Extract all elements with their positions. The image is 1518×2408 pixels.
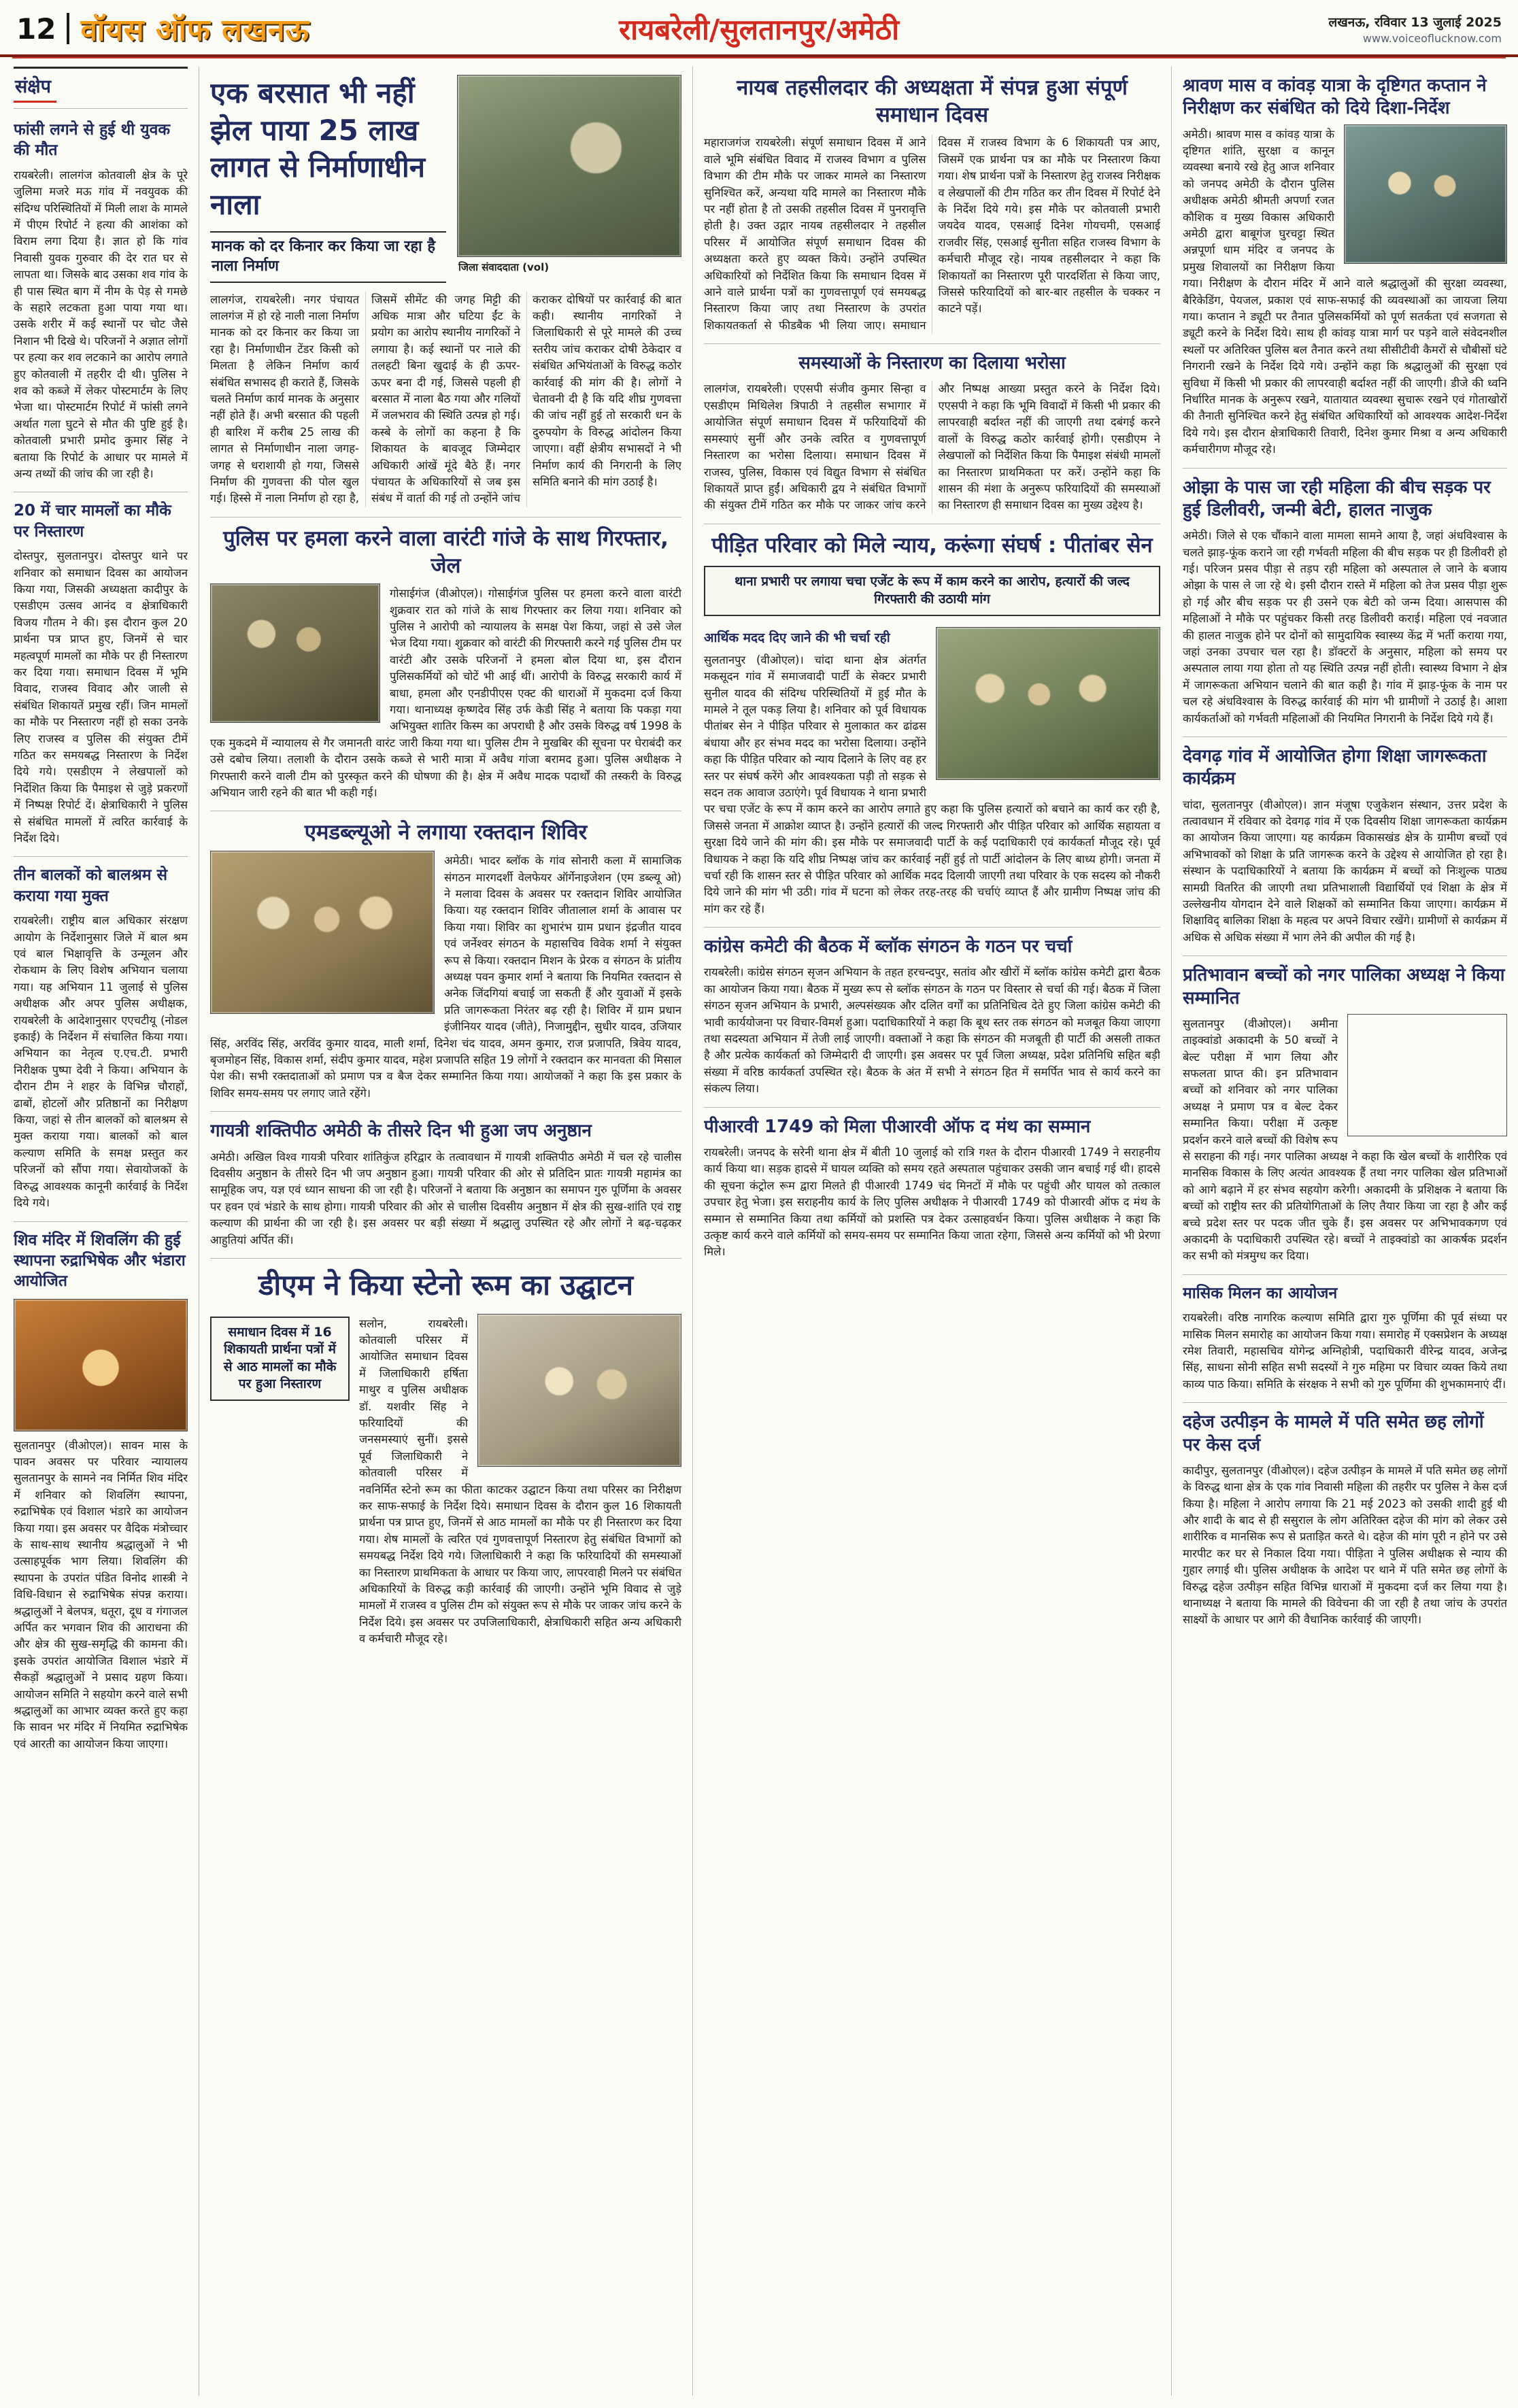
article-headline: कांग्रेस कमेटी की बैठक में ब्लॉक संगठन के गठन पर चर्चा (704, 936, 1073, 957)
article-headline: पीआरवी 1749 को मिला पीआरवी ऑफ द मंथ का सम्मान (704, 1116, 1091, 1137)
article-body: सुलतानपुर (वीओएल)। चांदा थाना क्षेत्र अंतर्गत मकसूदन गांव में समाजवादी पार्टी के सेक्टर प्रभारी सुनील यादव की संदिग्ध परिस्थितियों में हुई मौत के मामले ने तूल पकड़ लिया है। शनिवार को पूर्व विधायक पीतांबर सेन ने पीड़ित परिवार से मुलाकात कर ढांढस बंधाया और हर संभव मदद का भरोसा दिलाया। उन्होंने कहा कि पीड़ित परिवार को न्याय दिलाने के लिए वह हर स्तर पर संघर्ष करेंगे और आवश्यकता पड़ी तो सड़क से सदन तक आवाज उठाएंगे। पूर्व विधायक ने थाना प्रभारी पर चचा एजेंट के रूप में काम करने का आरोप लगाते हुए कहा कि पुलिस हत्यारों को बचाने का कार्य कर रही है, जिससे जनता में आक्रोश व्याप्त है। उन्होंने हत्यारों की जल्द गिरफ्तारी और पीड़ित परिवार को आर्थिक सहायता व सुरक्षा दिये जाने की मांग की। इस मौके पर समाजवादी पार्टी के कई पदाधिकारी एवं कार्यकर्ता मौजूद रहे। पूर्व विधायक ने कहा कि यदि शीघ्र निष्पक्ष जांच कर कार्रवाई नहीं हुई तो पार्टी आंदोलन के लिए बाध्य होगी। जनता में चर्चा रही कि शासन स्तर से पीड़ित परिवार को आर्थिक मदद दिलायी जाएगी तथा परिवार के एक सदस्य को नौकरी दिये जाने की मांग भी उठी। गांव में घटना को लेकर तरह-तरह की चर्चाएं व्याप्त हैं और ग्रामीण निष्पक्ष जांच की मांग कर रहे हैं। (704, 653, 1160, 915)
article-headline: तीन बालकों को बालश्रम से कराया गया मुक्त (14, 866, 168, 905)
article-congress-meeting (704, 928, 1160, 1108)
article-body: गोसाईगंज (वीओएल)। गोसाईगंज पुलिस पर हमला करने वाला वारंटी शुक्रवार रात को गांजे के साथ गिरफ्तार कर लिया गया। शनिवार को पुलिस ने आरोपी को न्यायालय के समक्ष पेश किया, जहां से उसे जेल भेज दिया गया। शुक्रवार को वारंटी की गिरफ्तारी करने गई पुलिस टीम पर वारंटी और उसके परिजनों ने हमला बोल दिया था, इस दौरान पुलिसकर्मियों को चोटें भी आई थीं। आरोपी के विरुद्ध सरकारी कार्य में बाधा, हमला और एनडीपीएस एक्ट की धाराओं में मुकदमा दर्ज किया गया। थानाध्यक्ष कृष्णदेव सिंह उर्फ केडी सिंह ने बताया कि पकड़ा गया अभियुक्त शातिर किस्म का अपराधी है और उसके विरुद्ध वर्ष 1998 के एक मुकदमे में न्यायालय से गैर जमानती वारंट जारी किया गया था। पुलिस टीम ने मुखबिर की सूचना पर घेराबंदी कर उसे दबोच लिया। तलाशी के दौरान उसके कब्जे से भारी मात्रा में अवैध गांजा बरामद हुआ। पुलिस अधीक्षक ने गिरफ्तारी करने वाली टीम को पुरस्कृत करने की घोषणा की है। क्षेत्र में अवैध मादक पदार्थों की तस्करी के विरुद्ध अभियान जारी रहने की बात भी कही गई। (210, 587, 681, 800)
article-gayatri (210, 1112, 681, 1259)
masthead-left (16, 8, 397, 49)
article-body: रायबरेली। लालगंज कोतवाली क्षेत्र के पूरे जुलिमा मजरे मऊ गांव में नवयुवक की संदिग्ध परिस्थितियों में मिली लाश के मामले में पीएम रिपोर्ट ने हत्या की आशंका को विराम लगा दिया है। ज्ञात हो कि गांव निवासी युवक गुरुवार की देर रात घर से लापता था। जिसके बाद उसका शव गांव के ही पास स्थित बाग में नीम के पेड़ से गमछे के सहारे लटकता हुआ पाया गया था। उसके शरीर में कई स्थानों पर चोट जैसे निशान भी दिखे थे। परिजनों ने अज्ञात लोगों पर हत्या कर शव लटकाने का आरोप लगाते हुए कोतवाली में तहरीर दी थी। पुलिस ने शव को कब्जे में लेकर पोस्टमार्टम के लिए भेजा था। पोस्टमार्टम रिपोर्ट में फांसी लगने अर्थात गला घुटने से मौत की पुष्टि हुई है। कोतवाली प्रभारी प्रमोद कुमार सिंह ने बताया कि रिपोर्ट के आधार पर मामले में अन्य तथ्यों की जांच की जा रही है। (14, 168, 188, 481)
article-body: महाराजगंज रायबरेली। संपूर्ण समाधान दिवस में आने वाले भूमि संबंधित विवाद में राजस्व विभाग व पुलिस विभाग की टीम मौके पर जाकर मामले का निस्तारण सुनिश्चित करें, अन्यथा यदि मामले का निस्तारण मौके पर नहीं होता है तो उसकी तहसील दिवस में पुनरावृत्ति होती है। उक्त उद्गार नायब तहसीलदार ने तहसील परिसर में आयोजित संपूर्ण समाधान दिवस की अध्यक्षता करते हुए व्यक्त किये। उन्होंने उपस्थित अधिकारियों को निर्देशित किया कि समाधान दिवस में आने वाले प्रार्थना पत्रों का गुणवत्तापूर्ण एवं समयबद्ध निस्तारण किया जाए तथा निस्तारण के उपरांत शिकायतकर्ता से फीडबैक भी लिया जाए। समाधान दिवस में राजस्व विभाग के 6 शिकायती पत्र आए, जिसमें एक प्रार्थना पत्र का मौके पर निस्तारण किया गया। शेष प्रार्थना पत्रों के निस्तारण हेतु राजस्व निरीक्षक व लेखपालों की टीम गठित कर तीन दिवस में रिपोर्ट देने के निर्देश दिये गये। इस मौके पर कोतवाली प्रभारी जयदेव यादव, एसआई दिनेश गोयचमी, एसआई राजवीर सिंह, एसआई सुनीता सहित राजस्व विभाग के कर्मचारी मौजूद रहे। नायब तहसीलदार ने कहा कि शिकायतों का निस्तारण पूरी पारदर्शिता से किया जाए, जिससे फरियादियों को बार-बार तहसील के चक्कर न काटने पड़ें। (704, 136, 1160, 332)
article-samadhan-dostpur (14, 492, 188, 857)
article-headline: पीड़ित परिवार को मिले न्याय, करूंगा संघर्ष : पीतांबर सेन (711, 532, 1153, 558)
dm-article-flow (359, 1310, 681, 1648)
article-body: सुलतानपुर (वीओएल)। अमीना ताइक्वांडो अकादमी के 50 बच्चों ने बेल्ट परीक्षा में भाग लिया और सफलता प्राप्त की। इन प्रतिभावान बच्चों को शनिवार को नगर पालिका अध्यक्ष ने प्रमाण पत्र व बेल्ट देकर सम्मानित किया। परीक्षा में उत्कृष्ट प्रदर्शन करने वाले बच्चों की विशेष रूप से सराहना की गई। नगर पालिका अध्यक्ष ने कहा कि खेल बच्चों के शारीरिक एवं मानसिक विकास के लिए अत्यंत आवश्यक हैं तथा नगर पालिका खेल प्रतिभाओं को आगे बढ़ाने में हर संभव सहयोग करेगी। अकादमी के प्रशिक्षक ने बताया कि बच्चों को राष्ट्रीय स्तर की प्रतियोगिताओं के लिए तैयार किया जा रहा है और कई बच्चे प्रदेश स्तर पर पदक जीत चुके हैं। इस अवसर पर अभिभावकगण एवं अकादमी के पदाधिकारी उपस्थित रहे। बच्चों ने ताइक्वांडो का आकर्षक प्रदर्शन कर सभी को मंत्रमुग्ध कर दिया। (1183, 1017, 1507, 1263)
article-body: रायबरेली। कांग्रेस संगठन सृजन अभियान के तहत हरचन्दपुर, सतांव और खीरों में ब्लॉक कांग्रेस कमेटी द्वारा बैठक का आयोजन किया गया। बैठक में मुख्य रूप से ब्लॉक संगठन के गठन पर विस्तार से चर्चा की गई। बैठक में जिला संगठन सृजन अभियान के प्रभारी, अल्पसंख्यक और दलित वर्गों का प्रतिनिधित्व देते हुए जिला कांग्रेस कमेटी की भावी कार्ययोजना पर विचार-विमर्श हुआ। पदाधिकारियों ने कहा कि बूथ स्तर तक संगठन को मजबूत किया जाएगा तथा सदस्यता अभियान में तेजी लाई जाएगी। वक्ताओं ने कहा कि संगठन की मजबूती ही पार्टी की असली ताकत है और प्रत्येक कार्यकर्ता को जिम्मेदारी दी जाएगी। इस अवसर पर पूर्व जिला अध्यक्ष, प्रदेश प्रतिनिधि सहित बड़ी संख्या में वरिष्ठ कार्यकर्ता उपस्थित रहे। बैठक के अंत में सभी ने संगठन हित में समर्पित भाव से कार्य करने का संकल्प लिया। (704, 966, 1160, 1096)
pratibha-kids-photo (1347, 1014, 1507, 1136)
article-nala (210, 67, 681, 518)
article-body: रायबरेली। जनपद के सरेनी थाना क्षेत्र में बीती 10 जुलाई को रात्रि गश्त के दौरान पीआरवी 1749 ने सराहनीय कार्य किया था। सड़क हादसे में घायल व्यक्ति को समय रहते अस्पताल पहुंचाकर उसकी जान बचाई गई थी। हादसे की सूचना कंट्रोल रूम द्वारा मिलते ही पीआरवी 1749 चंद मिनटों में मौके पर पहुंची और घायल को तत्काल उपचार हेतु भेजा। इस सराहनीय कार्य के लिए पुलिस अधीक्षक ने पीआरवी 1749 को पीआरवी ऑफ द मंथ के सम्मान से सम्मानित किया तथा कर्मियों को प्रशस्ति पत्र देकर उत्साहवर्धन किया। पुलिस अधीक्षक ने कहा कि उत्कृष्ट कार्य करने वाले कर्मियों को समय-समय पर सम्मानित किया जाता रहेगा, जिससे अन्य कर्मियों को भी प्रेरणा मिले। (704, 1145, 1160, 1259)
blood-donation-photo (210, 851, 435, 1014)
briefs-header (14, 67, 188, 109)
article-pratibha-samman (1183, 956, 1507, 1275)
article-devgarh-shiksha (1183, 737, 1507, 956)
article-body: चांदा, सुलतानपुर (वीओएल)। ज्ञान मंजूषा एजुकेशन संस्थान, उत्तर प्रदेश के तत्वावधान में रविवार को देवगढ़ गांव में एक दिवसीय शिक्षा जागरूकता कार्यक्रम का आयोजन किया जाएगा। यह कार्यक्रम विकासखंड क्षेत्र के ग्रामीण बच्चों एवं अभिभावकों को शिक्षा के प्रति जागरूक करने के उद्देश्य से आयोजित हो रहा है। संस्थान के पदाधिकारियों ने बताया कि कार्यक्रम में बच्चों को निःशुल्क पाठ्य सामग्री वितरित की जाएगी तथा प्रतिभाशाली विद्यार्थियों एवं शिक्षा के क्षेत्र में उल्लेखनीय योगदान देने वाले शिक्षकों को सम्मानित किया जाएगा। कार्यक्रम में शिक्षाविद् बालिका शिक्षा के महत्व पर अपने विचार रखेंगे। ग्रामीणों से कार्यक्रम में अधिक से अधिक संख्या में भाग लेने की अपील की गई है। (1183, 798, 1507, 944)
article-hanging-death (14, 112, 188, 492)
article-shiv-mandir (14, 1222, 188, 1763)
article-body: लालगंज, रायबरेली। नगर पंचायत लालगंज में हो रहे नाली नाला निर्माण मानक को दर किनार कर किया जा रहा है। निर्माणाधीन टेंडर किसी को मिलता है लेकिन निर्माण कार्य संबंधित सभासद ही कराते हैं, जिसके चलते निर्माण कार्य मानक के अनुसार नहीं होते हैं। अभी बरसात की पहली ही बारिश में करीब 25 लाख की लागत से निर्माणाधीन नाला जगह-जगह से धराशायी हो गया, जिससे निर्माण की गुणवत्ता की पोल खुल गई। हिस्से में नाला निर्माण हो रहा है, जिसमें सीमेंट की जगह मिट्टी की अधिक मात्रा और घटिया ईंट के प्रयोग का आरोप स्थानीय नागरिकों ने लगाया है। कई स्थानों पर नाले की तलहटी बिना खुदाई के ही ऊपर-ऊपर बना दी गई, जिससे पहली ही बरसात में नाला बैठ गया और गलियों में जलभराव की स्थिति उत्पन्न हो गई। कस्बे के लोगों का कहना है कि शिकायत के बावजूद जिम्मेदार अधिकारी आंखें मूंदे बैठे हैं। नगर पंचायत के अधिकारियों से जब इस संबंध में वार्ता की गई तो उन्होंने जांच कराकर दोषियों पर कार्रवाई की बात कही। स्थानीय नागरिकों ने जिलाधिकारी से पूरे मामले की उच्च स्तरीय जांच कराकर दोषी ठेकेदार व संबंधित अभियंताओं के विरुद्ध कठोर कार्रवाई की मांग की है। लोगों ने चेतावनी दी है कि यदि शीघ्र गुणवत्ता की जांच नहीं हुई तो सरकारी धन के दुरुपयोग के विरुद्ध आंदोलन किया जाएगा। वहीं क्षेत्रीय सभासदों ने भी निर्माण कार्य की निगरानी के लिए समिति बनाने की मांग उठाई है। (210, 292, 681, 505)
dm-article-row (210, 1310, 681, 1648)
column-briefs (14, 67, 188, 2396)
article-body: अमेठी। जिले से एक चौंकाने वाला मामला सामने आया है, जहां अंधविश्वास के चलते झाड़-फूंक कराने जा रही गर्भवती महिला की बीच सड़क पर ही डिलीवरी हो गई। परिजन प्रसव पीड़ा से तड़प रही महिला को अस्पताल ले जाने के बजाय ओझा के पास ले जा रहे थे। इसी दौरान रास्ते में महिला को तेज प्रसव पीड़ा शुरू हो गई और बीच सड़क पर ही उसने एक बेटी को जन्म दिया। आसपास की महिलाओं ने मौके पर पहुंचकर किसी तरह डिलीवरी कराई। महिला एवं नवजात की हालत नाजुक होने पर दोनों को सामुदायिक स्वास्थ्य केंद्र में भर्ती कराया गया, जहां उनका उपचार चल रहा है। डॉक्टरों के अनुसार, महिला को समय पर अस्पताल लाया गया होता तो यह स्थिति उत्पन्न नहीं होती। स्वास्थ्य विभाग ने क्षेत्र में जागरूकता अभियान चलाने की बात कही है। गांव में झाड़-फूंक के नाम पर चल रहे अंधविश्वास के विरुद्ध कार्रवाई की मांग भी ग्रामीणों ने उठाई है। आशा कार्यकर्ताओं को गर्भवती महिलाओं की नियमित निगरानी के निर्देश दिये गये हैं। (1183, 529, 1507, 725)
article-dahej-case (1183, 1403, 1507, 1638)
website-url: www.voiceoflucknow.com (1362, 31, 1502, 45)
article-body: सुलतानपुर (वीओएल)। सावन मास के पावन अवसर पर परिवार न्यायालय सुलतानपुर के सामने नव निर्मित शिव मंदिर में शनिवार को शिवलिंग स्थापना, रुद्राभिषेक एवं विशाल भंडारे का आयोजन किया गया। इस अवसर पर वैदिक मंत्रोच्चार के साथ-साथ स्थानीय श्रद्धालुओं ने भी उत्साहपूर्वक भाग लिया। शिवलिंग की स्थापना के उपरांत पंडित विनोद शास्त्री ने विधि-विधान से रुद्राभिषेक संपन्न कराया। श्रद्धालुओं ने बेलपत्र, धतूरा, दूध व गंगाजल अर्पित कर भगवान शिव की आराधना की और क्षेत्र की सुख-समृद्धि की कामना की। इसके उपरांत आयोजित विशाल भंडारे में सैकड़ों श्रद्धालुओं ने प्रसाद ग्रहण किया। आयोजन समिति ने सहयोग करने वाले सभी श्रद्धालुओं का आभार व्यक्त करते हुए कहा कि सावन भर मंदिर में नियमित रुद्राभिषेक एवं आरती का आयोजन किया जाएगा। (14, 1438, 188, 1750)
police-arrest-photo (210, 583, 380, 723)
article-headline: दहेज उत्पीड़न के मामले में पति समेत छह लोगों पर केस दर्ज (1183, 1412, 1484, 1455)
date-line: लखनऊ, रविवार 13 जुलाई 2025 (1328, 14, 1502, 30)
blood-article-flow (210, 847, 681, 1102)
article-nayab-tehsildar (704, 67, 1160, 344)
article-headline: मासिक मिलन का आयोजन (1183, 1284, 1338, 1302)
article-headline: एक बरसात भी नहीं झेल पाया 25 लाख लागत से निर्माणाधीन नाला (210, 76, 426, 221)
kaptan-inspection-photo (1344, 124, 1507, 264)
article-headline: नायब तहसीलदार की अध्यक्षता में संपन्न हुआ संपूर्ण समाधान दिवस (737, 75, 1128, 127)
article-body: अमेठी। भादर ब्लॉक के गांव सोनारी कला में सामाजिक संगठन मारगदर्शी वेलफेयर ऑर्गेनाइजेशन (एम डब्ल्यू ओ) ने मलावा दिवस के अवसर पर रक्तदान शिविर आयोजित किया। यह रक्तदान शिविर जीतालाल शर्मा के आवास पर किया गया। शिविर का शुभारंभ ग्राम प्रधान इंद्रजीत यादव एवं जर्नेश्वर संगठन के महासचिव विवेक शर्मा ने संयुक्त रूप से किया। रक्तदान मिशन के प्रेरक व संगठन के प्रांतीय अध्यक्ष पवन कुमार शर्मा ने बताया कि नियमित रक्तदान से अनेक जिंदगियां बचाई जा सकती हैं और युवाओं में इसके प्रति जागरूकता निरंतर बढ़ रही है। शिविर में ग्राम प्रधान इंजीनियर यादव (जीते), निजामुद्दीन, सुधीर यादव, उजियार सिंह, अरविंद सिंह, अरविंद कुमार यादव, माली शर्मा, दिनेश चंद यादव, अमन कुमार, राज प्रजापति, त्रिवेय यादव, बृजमोहन सिंह, विकास शर्मा, संदीप कुमार यादव, महेश प्रजापति सहित 19 लोगों ने रक्तदान कर मानवता की मिसाल पेश की। सभी रक्तदाताओं को प्रमाण पत्र व बैज देकर सम्मानित किया गया। आयोजकों ने कहा कि इस प्रकार के शिविर समय-समय पर लगाए जाते रहेंगे। (210, 854, 681, 1100)
article-headline: ओझा के पास जा रही महिला की बीच सड़क पर हुई डिलीवरी, जन्मी बेटी, हालत नाजुक (1183, 477, 1491, 520)
nala-top-row (210, 75, 681, 286)
article-prv-award (704, 1108, 1160, 1270)
article-peedit-parivar (704, 524, 1160, 928)
article-samasya-nistaran (704, 344, 1160, 524)
column-right (1171, 67, 1507, 2396)
article-headline: पुलिस पर हमला करने वाला वारंटी गांजे के साथ गिरफ्तार, जेल (223, 526, 669, 578)
article-masik-milan (1183, 1275, 1507, 1403)
nala-photo (457, 75, 681, 257)
article-body: लालगंज, रायबरेली। एएसपी संजीव कुमार सिन्हा व एसडीएम मिथिलेश त्रिपाठी ने तहसील सभागार में आयोजित संपूर्ण समाधान दिवस में फरियादियों की समस्याएं सुनीं और उनके त्वरित व गुणवत्तापूर्ण निस्तारण का भरोसा दिलाया। समाधान दिवस में राजस्व, पुलिस, विकास एवं विद्युत विभाग से संबंधित शिकायतें प्राप्त हुईं। अधिकारी द्वय ने संबंधित विभागों की संयुक्त टीमें गठित कर मौके पर जाकर जांच करने और निष्पक्ष आख्या प्रस्तुत करने के निर्देश दिये। एएसपी ने कहा कि भूमि विवादों में किसी भी प्रकार की लापरवाही बर्दाश्त नहीं की जाएगी तथा दबंगई करने वालों के विरुद्ध कठोर कार्रवाई होगी। एसडीएम ने लेखपालों को निर्देशित किया कि पैमाइश संबंधी मामलों का निस्तारण प्राथमिकता पर करें। उन्होंने कहा कि शासन की मंशा के अनुरूप फरियादियों की समस्याओं का निस्तारण ही समाधान दिवस का मुख्य उद्देश्य है। (704, 382, 1160, 512)
masthead-right (1121, 13, 1502, 45)
article-dm-steno-room (210, 1259, 681, 1657)
article-headline: प्रतिभावान बच्चों को नगर पालिका अध्यक्ष ने किया सम्मानित (1183, 965, 1505, 1008)
article-headline: गायत्री शक्तिपीठ अमेठी के तीसरे दिन भी हुआ जप अनुष्ठान (210, 1121, 592, 1142)
article-body: दोस्तपुर, सुलतानपुर। दोस्तपुर थाने पर शनिवार को समाधान दिवस का आयोजन किया गया, जिसकी अध्यक्षता कादीपुर के एसडीएम उत्सव आनंद व क्षेत्राधिकारी विजय गौतम ने की। इस दौरान कुल 20 प्रार्थना पत्र प्राप्त हुए, जिनमें से चार महत्वपूर्ण मामलों का मौके पर ही निस्तारण कर दिया गया। समाधान दिवस में भूमि विवाद, राजस्व विवाद और जाली से संबंधित शिकायतें प्रमुख रहीं। जिन मामलों का मौके पर निस्तारण नहीं हो सका उनके लिए राजस्व व पुलिस की संयुक्त टीमें गठित कर समयबद्ध निस्तारण के निर्देश दिये गये। एसडीएम ने लेखपालों को निर्देशित किया कि पैमाइश से जुड़े प्रकरणों में निष्पक्ष रिपोर्ट दें। क्षेत्राधिकारी ने पुलिस से संबंधित मामलों में त्वरित कार्रवाई के निर्देश दिये। (14, 549, 188, 845)
article-body: सलोन, रायबरेली। कोतवाली परिसर में आयोजित समाधान दिवस में जिलाधिकारी हर्षिता माथुर व पुलिस अधीक्षक डॉ. यशवीर सिंह ने फरियादियों की जनसमस्याएं सुनीं। इससे पूर्व जिलाधिकारी ने कोतवाली परिसर में नवनिर्मित स्टेनो रूम का फीता काटकर उद्घाटन किया तथा परिसर का निरीक्षण कर साफ-सफाई के निर्देश दिये। समाधान दिवस के दौरान कुल 16 शिकायती प्रार्थना पत्र प्राप्त हुए, जिनमें से आठ मामलों का मौके पर ही निस्तारण कर दिया गया। शेष मामलों के त्वरित एवं गुणवत्तापूर्ण निस्तारण हेतु संबंधित विभागों को समयबद्ध निर्देश दिये गये। जिलाधिकारी ने कहा कि फरियादियों की समस्याओं का निस्तारण प्राथमिकता के आधार पर किया जाए, लापरवाही मिलने पर संबंधित अधिकारियों के विरुद्ध कड़ी कार्रवाई की जाएगी। उन्होंने भूमि विवाद से जुड़े मामलों में राजस्व व पुलिस टीम को संयुक्त रूप से मौके पर जाकर जांच करने के निर्देश दिये। इस अवसर पर उपजिलाधिकारी, क्षेत्राधिकारी सहित अन्य अधिकारी व कर्मचारी मौजूद रहे। (359, 1317, 681, 1646)
masthead-title: वॉयस ऑफ लखनऊ (80, 13, 309, 48)
region-title: रायबरेली/सुलतानपुर/अमेठी (618, 12, 900, 46)
article-child-labour (14, 857, 188, 1221)
nala-photo-caption: जिला संवाददाता (vol) (458, 261, 550, 273)
column-center-left (199, 67, 681, 2396)
article-body: कादीपुर, सुलतानपुर (वीओएल)। दहेज उत्पीड़न के मामले में पति समेत छह लोगों के विरुद्ध थाना क्षेत्र के एक गांव निवासी महिला की तहरीर पर पुलिस ने केस दर्ज किया है। महिला ने आरोप लगाया कि 21 मई 2023 को उसकी शादी हुई थी और शादी के बाद से ही ससुराल के लोग अतिरिक्त दहेज की मांग को लेकर उसे शारीरिक व मानसिक रूप से प्रताड़ित करते थे। दहेज की मांग पूरी न होने पर उसे मारपीट कर घर से निकाल दिया गया। पीड़िता ने पुलिस अधीक्षक से न्याय की गुहार लगाई थी। पुलिस अधीक्षक के आदेश पर थाने में पति समेत छह लोगों के विरुद्ध दहेज उत्पीड़न सहित विभिन्न धाराओं में मुकदमा दर्ज कर लिया गया है। थानाध्यक्ष ने बताया कि मामले की विवेचना की जा रही है तथा जांच के उपरांत साक्ष्यों के आधार पर आगे की वैधानिक कार्रवाई की जाएगी। (1183, 1463, 1507, 1627)
pratibha-article-flow (1183, 1010, 1507, 1265)
nala-figure (457, 75, 681, 274)
dm-box-note: समाधान दिवस में 16 शिकायती प्रार्थना पत्रों में से आठ मामलों का मौके पर हुआ निस्तारण (210, 1317, 350, 1402)
kaptan-article-flow (1183, 120, 1507, 458)
article-headline: देवगढ़ गांव में आयोजित होगा शिक्षा जागरूकता कार्यक्रम (1183, 746, 1487, 790)
peedit-article-flow (704, 623, 1160, 918)
article-headline: डीएम ने किया स्टेनो रूम का उद्घाटन (258, 1268, 634, 1302)
article-ojha-delivery (1183, 469, 1507, 737)
page-header (0, 0, 1518, 57)
peedit-inline-subhead: आर्थिक मदद दिए जाने की भी चर्चा रही (704, 630, 890, 645)
peedit-parivar-photo (936, 627, 1160, 780)
peedit-box-note: थाना प्रभारी पर लगाया चचा एजेंट के रूप में काम करने का आरोप, हत्यारों की जल्द गिरफ्तारी की उठायी मांग (704, 566, 1160, 615)
article-blood-donation (210, 811, 681, 1112)
article-headline: श्रावण मास व कांवड़ यात्रा के दृष्टिगत कप्तान ने निरीक्षण कर संबंधित को दिये दिशा-निर्देश (1183, 75, 1487, 119)
article-headline: 20 में चार मामलों का मौके पर निस्तारण (14, 502, 171, 541)
page-content (0, 58, 1518, 2408)
article-body: रायबरेली। वरिष्ठ नागरिक कल्याण समिति द्वारा गुरु पूर्णिमा की पूर्व संध्या पर मासिक मिलन समारोह का आयोजन किया गया। समारोह में एक्सप्रेशन के अध्यक्ष रमेश तिवारी, महासचिव योगेन्द्र अग्निहोत्री, पदाधिकारी वीरेन्द्र यादव, अजेन्द्र सिंह, साधना सोनी सहित सभी सदस्यों ने गुरु महिमा पर विचार व्यक्त किये तथा काव्य पाठ किया। समिति के संरक्षक ने सभी को गुरु पूर्णिमा की शुभकामनाएं दीं। (1183, 1311, 1507, 1391)
page-number: 12 (16, 12, 56, 46)
article-police-attack-arrest (210, 518, 681, 812)
article-body: रायबरेली। राष्ट्रीय बाल अधिकार संरक्षण आयोग के निर्देशानुसार जिले में बाल श्रम एवं बाल भिक्षावृत्ति के उन्मूलन और रोकथाम के लिए विशेष अभियान चलाया गया। यह अभियान 11 जुलाई से पुलिस अधीक्षक और अपर पुलिस अधीक्षक, रायबरेली के आदेशानुसार एएचटीयू (नोडल इकाई) के निर्देशन में संचालित किया गया। अभियान का नेतृत्व ए.एच.टी. प्रभारी निरीक्षक पुष्पा देवी ने किया। अभियान के दौरान टीम ने शहर के विभिन्न चौराहों, ढाबों, होटलों और प्रतिष्ठानों का निरीक्षण किया, जहां से तीन बालकों को बालश्रम से मुक्त कराया गया। बालकों को बाल कल्याण समिति के समक्ष प्रस्तुत कर परिजनों को सौंपा गया। सेवायोजकों के विरुद्ध आवश्यक कानूनी कार्रवाई के निर्देश दिये गये। (14, 914, 188, 1210)
article-headline: फांसी लगने से हुई थी युवक की मौत (14, 121, 171, 160)
article-body: अमेठी। श्रावण मास व कांवड़ यात्रा के दृष्टिगत शांति, सुरक्षा व कानून व्यवस्था बनाये रखे हेतु आज शनिवार को जनपद अमेठी के दौरान पुलिस अधीक्षक अमेठी श्रीमती अपर्णा रजत कौशिक व मुख्य विकास अधिकारी अमेठी द्वारा बाबूगंज घुरचट्टा स्थित अन्नपूर्णा धाम मंदिर व जनपद के प्रमुख शिवालयों का निरीक्षण किया गया। निरीक्षण के दौरान मंदिर में आने वाले श्रद्धालुओं की सुरक्षा व्यवस्था, बैरिकेडिंग, पेयजल, प्रकाश एवं साफ-सफाई की व्यवस्थाओं का जायजा लिया गया। कप्तान ने ड्यूटी पर तैनात पुलिसकर्मियों को पूर्ण सतर्कता एवं सजगता से ड्यूटी करने के निर्देश दिये। साथ ही कांवड़ यात्रा मार्ग पर पड़ने वाले संवेदनशील स्थलों पर अतिरिक्त पुलिस बल तैनात करने तथा सीसीटीवी कैमरों से चौबीसों घंटे निगरानी रखने के निर्देश दिये गये। उन्होंने कहा कि श्रद्धालुओं की सुरक्षा एवं सुविधा में किसी भी प्रकार की लापरवाही बर्दाश्त नहीं की जाएगी। डीजे की ध्वनि निर्धारित मानक के अनुरूप रखने, यातायात व्यवस्था सुचारू रखने एवं गोताखोरों की तैनाती सुनिश्चित करने हेतु संबंधित अधिकारियों को आवश्यक आदेश-निर्देश दिये गये। इस दौरान क्षेत्राधिकारी तिवारी, दिनेश कुमार मिश्रा व अन्य अधिकारी कर्मचारीगण मौजूद रहे। (1183, 127, 1507, 456)
article-subhead: मानक को दर किनार कर किया जा रहा है नाला निर्माण (210, 231, 446, 282)
column-center-right (692, 67, 1160, 2396)
masthead-divider (67, 13, 69, 44)
article-body: अमेठी। अखिल विश्व गायत्री परिवार शांतिकुंज हरिद्वार के तत्वावधान में गायत्री शक्तिपीठ अमेठी में चल रहे चालीस दिवसीय अनुष्ठान के तीसरे दिन भी जप अनुष्ठान हुआ। गायत्री परिवार की ओर से प्रतिदिन प्रातः गायत्री महामंत्र का सामूहिक जप, यज्ञ एवं ध्यान साधना की जा रही है। परिजनों ने बताया कि अनुष्ठान का समापन गुरु पूर्णिमा के अवसर पर हवन एवं भंडारे के साथ होगा। गायत्री परिवार की ओर से चालीस दिवसीय अनुष्ठान में क्षेत्र की सुख-शांति एवं राष्ट्र कल्याण की प्रार्थना की जा रही है। इस अवसर पर बड़ी संख्या में श्रद्धालु उपस्थित रहे और लोगों ने बढ़-चढ़कर आहुतियां अर्पित कीं। (210, 1150, 681, 1247)
article-kaptan-nirikshan (1183, 67, 1507, 469)
briefs-section-title: संक्षेप (14, 73, 56, 103)
police-article-flow (210, 579, 681, 801)
dm-inauguration-photo (477, 1314, 681, 1467)
article-headline: समस्याओं के निस्तारण का दिलाया भरोसा (798, 353, 1066, 374)
article-headline: शिव मंदिर में शिवलिंग की हुई स्थापना रुद्राभिषेक और भंडारा आयोजित (14, 1231, 186, 1291)
shiv-mandir-photo (14, 1299, 188, 1431)
nala-headline-block (210, 75, 446, 286)
article-headline: एमडब्ल्यूओ ने लगाया रक्तदान शिविर (304, 820, 588, 845)
